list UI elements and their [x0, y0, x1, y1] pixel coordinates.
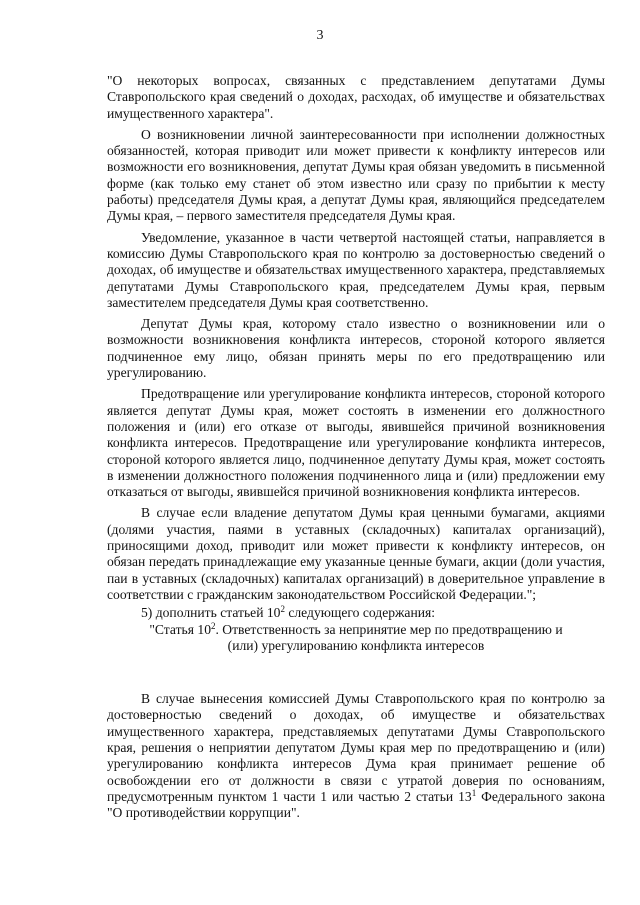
paragraph-notification-commission: Уведомление, указанное в части четвертой настоящей статьи, направляется в комиссию Думы Ставропольского края по контролю за достоверностью сведений о доходах, об имуществе и обязательствах имущественного характера, представляемых депутатами Думы Ставропольского края, председателем Думы края, первым заместителем председателя Думы края соответственно.: [107, 229, 605, 310]
amendment-item-5: 5) дополнить статьей $10^2$ следующего содержания:: [141, 604, 436, 621]
article-heading: "Статья $10^2$. Ответственность за непринятие мер по предотвращению и (или) урегулированию конфликта интересов: [149, 620, 563, 653]
page-number: 3: [316, 28, 324, 43]
spacer: [107, 654, 605, 691]
paragraph-liability-dismissal: В случае вынесения комиссией Думы Ставропольского края по контролю за достоверностью сведений о доходах, об имуществе и обязательствах имущественного характера, представляемых депутатами Думы Ставропольского края, решения о неприятии депутатом Думы края мер по предотвращению и (или) урегулированию конфликта интересов Дума края принимает решение об освобождении его от должности в связи с утратой доверия по основаниям, предусмотренным пунктом 1 части 1 или частью 2 статьи $13^1$ Федерального закона "О противодействии коррупции".: [107, 691, 605, 821]
paragraph-subordinate-conflict: Депутат Думы края, которому стало известно о возникновении или о возможности возникновения конфликта интересов, стороной которого является подчиненное ему лицо, обязан принять меры по его предотвращению или урегулированию.: [107, 316, 605, 381]
paragraph-securities-trust: В случае если владение депутатом Думы края ценными бумагами, акциями (долями участия, паями в уставных (складочных) капиталах организаций), приносящими доход, приводит или может привести к конфликту интересов, он обязан передать принадлежащие ему указанные ценные бумаги, акции (доли участия, паи в уставных (складочных) капиталах организаций) в доверительное управление в соответствии с гражданским законодательством Российской Федерации.";: [107, 505, 605, 602]
paragraph-quote-continuation: "О некоторых вопросах, связанных с представлением депутатами Думы Ставропольского края сведений о доходах, расходах, об имуществе и обязательствах имущественного характера".: [107, 73, 605, 121]
document-body: [107, 73, 605, 826]
paragraph-conflict-prevention: Предотвращение или урегулирование конфликта интересов, стороной которого является депутат Думы края, может состоять в изменении его должностного положения и (или) его отказе от выгоды, явившейся причиной возникновения конфликта интересов. Предотвращение или урегулирование конфликта интересов, стороной которого является лицо, подчиненное депутату Думы края, может состоять в изменении должностного положения подчиненного лица и (или) предложении ему отказаться от выгоды, явившейся причиной возникновения конфликта интересов.: [107, 386, 605, 500]
paragraph-notification-duty: О возникновении личной заинтересованности при исполнении должностных обязанностей, которая приводит или может привести к конфликту интересов или возможности его возникновения, депутат Думы края обязан уведомить в письменной форме (как только ему станет об этом известно или сразу по прибытии к месту работы) председателя Думы края, а депутат Думы края, являющийся председателем Думы края, – первого заместителя председателя Думы края.: [107, 126, 605, 224]
